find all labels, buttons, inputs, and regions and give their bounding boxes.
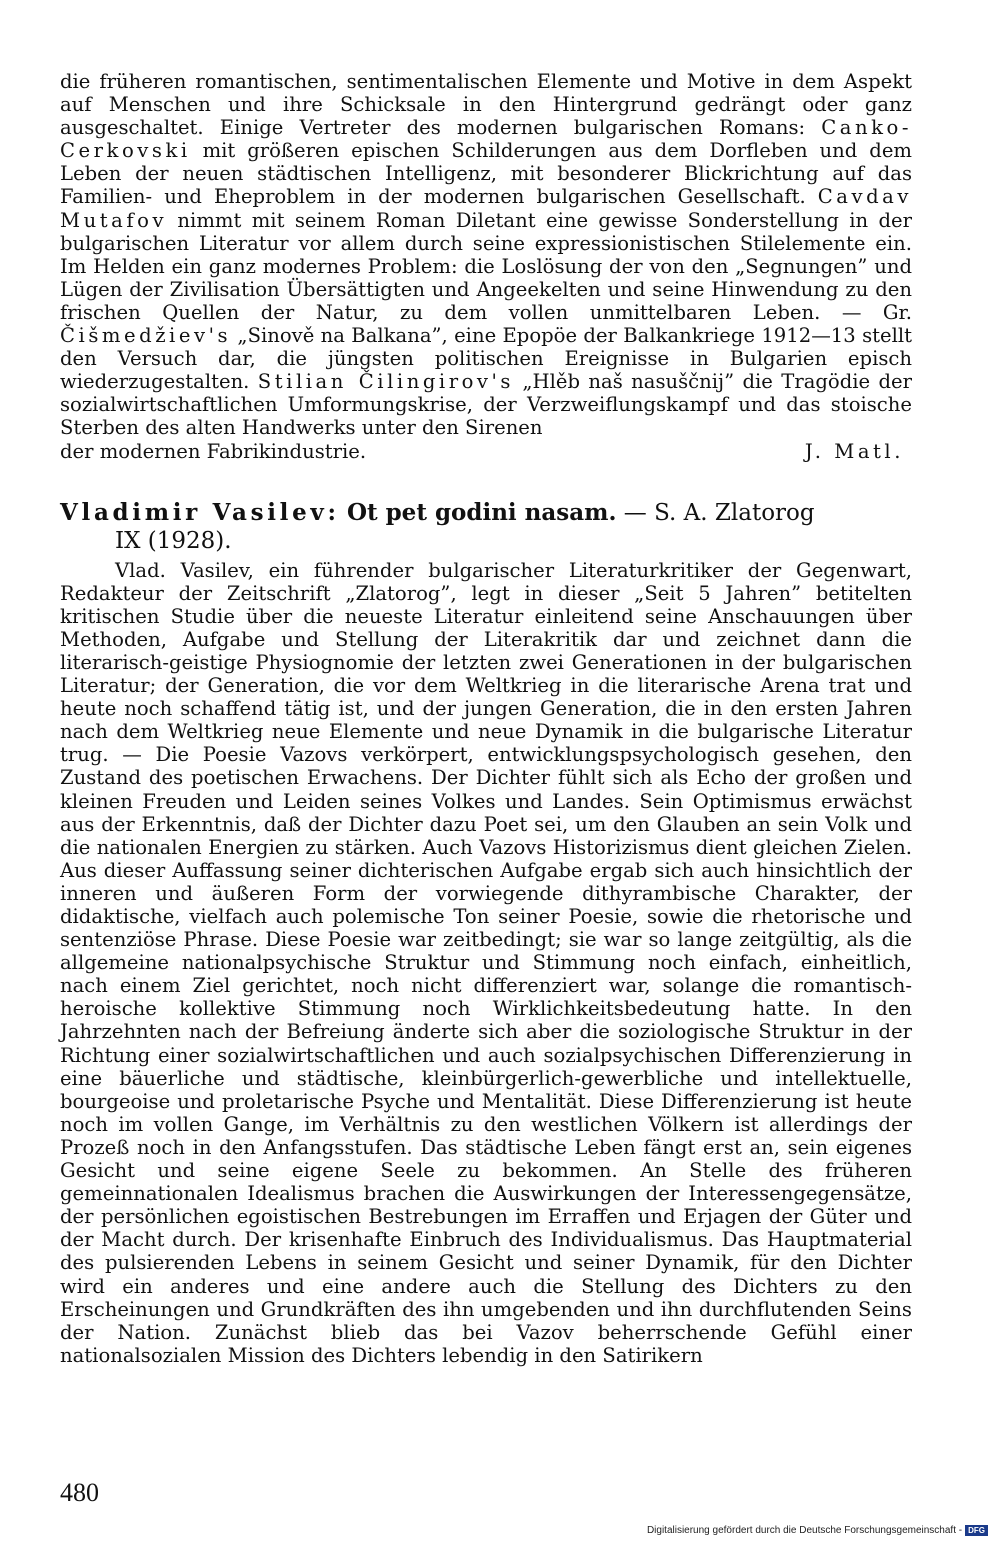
text-segment: mit größeren epischen Schilderungen aus dem Dorfleben und dem Leben der neuen städtischen Intelligenz, mit besonderer Blickrichtung auf das Familien- und Eheproblem in der modernen bulgarischen Gesellschaft. [60, 139, 912, 209]
text-segment: „Sinově na Balkana”, eine Epopöe der Balkankriege 1912—13 stellt den Versuch dar, die jüngsten politischen Ereignisse in Bulgarien episch wiederzugestalten. [60, 324, 912, 394]
footer-text: Digitalisierung gefördert durch die Deutsche Forschungsgemeinschaft - [646, 1525, 963, 1536]
dfg-logo-icon: DFG [965, 1525, 988, 1536]
author-name: Canko-Cerkovski [60, 116, 912, 163]
text-segment: die früheren romantischen, sentimentalischen Elemente und Motive in dem Aspekt auf Menschen und ihre Schicksale in den Hintergrund gedrängt oder ganz ausgeschaltet. Einige Vertreter des modernen bulgarischen Romans: [60, 70, 912, 140]
author-name: Stilian Čilingirov's [257, 370, 515, 394]
page-content [60, 70, 912, 1367]
reviewer-signature: J. Matl. [804, 439, 904, 463]
author-name: Cavdav Mutafov [60, 185, 912, 232]
signature-line [60, 440, 912, 463]
text-segment: nimmt mit seinem Roman Diletant eine gewisse Sonderstellung in der bulgarischen Literatur vor allem durch seine expressionistischen Stilelemente ein. Im Helden ein ganz modernes Problem: die Loslösung der von den „Segnungen” und Lügen der Zivilisation Übersättigten und Angeekelten und seine Hinwendung zu den frischen Quellen der Natur, zu dem vollen unmittelbaren Leben. — Gr. [60, 208, 912, 324]
review-heading [60, 499, 912, 555]
text-segment: „Hlěb naš nasuščnij” die Tragödie der sozialwirtschaftlichen Umformungskrise, der Verzweiflungskampf und das stoische Sterben des alten Handwerks unter den Sirenen [60, 370, 912, 440]
review-body: Vlad. Vasilev, ein führender bulgarischer Literaturkritiker der Gegenwart, Redakteur der Zeitschrift „Zlatorog”, legt in dieser „Seit 5 Jahren” betitelten kritischen Studie über die neueste Literatur einleitend seine Anschauungen über Methoden, Aufgabe und Stellung der Literakritik dar und zeichnet dann die literarisch-geistige Physiognomie der letzten zwei Generationen in der bulgarischen Literatur; der Generation, die vor dem Weltkrieg in die literarische Arena trat und heute noch schaffend tätig ist, und der jungen Generation, die in den ersten Jahren nach dem Weltkrieg neue Elemente und neue Dynamik in die bulgarische Literatur trug. — Die Poesie Vazovs verkörpert, entwicklungspsychologisch gesehen, den Zustand des poetischen Erwachens. Der Dichter fühlt sich als Echo der großen und kleinen Freuden und Leiden seines Volkes und Landes. Sein Optimismus erwächst aus der Erkenntnis, daß der Dichter dazu Poet sei, um den Glauben an sein Volk und die nationalen Energien zu stärken. Auch Vazovs Historizismus dient gleichen Zielen. Aus dieser Auffassung seiner dichterischen Aufgabe ergab sich auch hinsichtlich der inneren und äußeren Form der vorwiegende dithyrambische Charakter, der didaktische, vielfach auch polemische Ton seiner Poesie, sowie die rhetorische und sentenziöse Phrase. Diese Poesie war zeitbedingt; sie war so lange zeitgültig, als die allgemeine nationalpsychische Struktur und Stimmung noch einfach, einheitlich, nach einem Ziel gerichtet, noch nicht differenziert war, solange die romantisch-heroische kollektive Stimmung noch Wirklichkeitsbedeutung hatte. In den Jahrzehnten nach der Befreiung änderte sich aber die soziologische Struktur in der Richtung einer sozialwirtschaftlichen und auch sozialpsychischen Differenzierung in eine bäuerliche und städtische, kleinbürgerlich-gewerbliche und intellektuelle, bourgeoise und proletarische Psyche und Mentalität. Diese Differenzierung ist heute noch im vollen Gange, im Verhältnis zu den westlichen Völkern ist allerdings der Prozeß noch in den Anfangsstufen. Das städtische Leben fängt erst an, sein eigenes Gesicht und seine eigene Seele zu bekommen. An Stelle des früheren gemeinnationalen Idealismus brachen die Auswirkungen der Interessengegensätze, der persönlichen egoistischen Bestrebungen im Erraffen und Erjagen der Güter und der Macht durch. Der krisenhafte Einbruch des Individualismus. Das Hauptmaterial des pulsierenden Lebens in seinem Gesicht und seiner Dynamik, für den Dichter wird ein anderes und eine andere auch die Stellung des Dichters zu den Erscheinungen und Grundkräften des ihn umgebenden und ihn durchflutenden Seins der Nation. Zunächst blieb das bei Vazov beherrschende Gefühl einer nationalsozialen Mission des Dichters lebendig in den Satirikern [60, 558, 912, 1367]
footer [647, 1525, 988, 1536]
page-number: 480 [60, 1478, 99, 1507]
last-line: der modernen Fabrikindustrie. [60, 439, 367, 463]
previous-review-text [60, 70, 912, 440]
review-source: — S. A. Zlatorog [623, 499, 815, 526]
review-source-volume: IX (1928). [115, 527, 232, 554]
review-title: Ot pet godini nasam. [346, 498, 617, 526]
author-name: Čišmedžiev's [60, 324, 232, 348]
review-author: Vladimir Vasilev: [60, 498, 340, 526]
